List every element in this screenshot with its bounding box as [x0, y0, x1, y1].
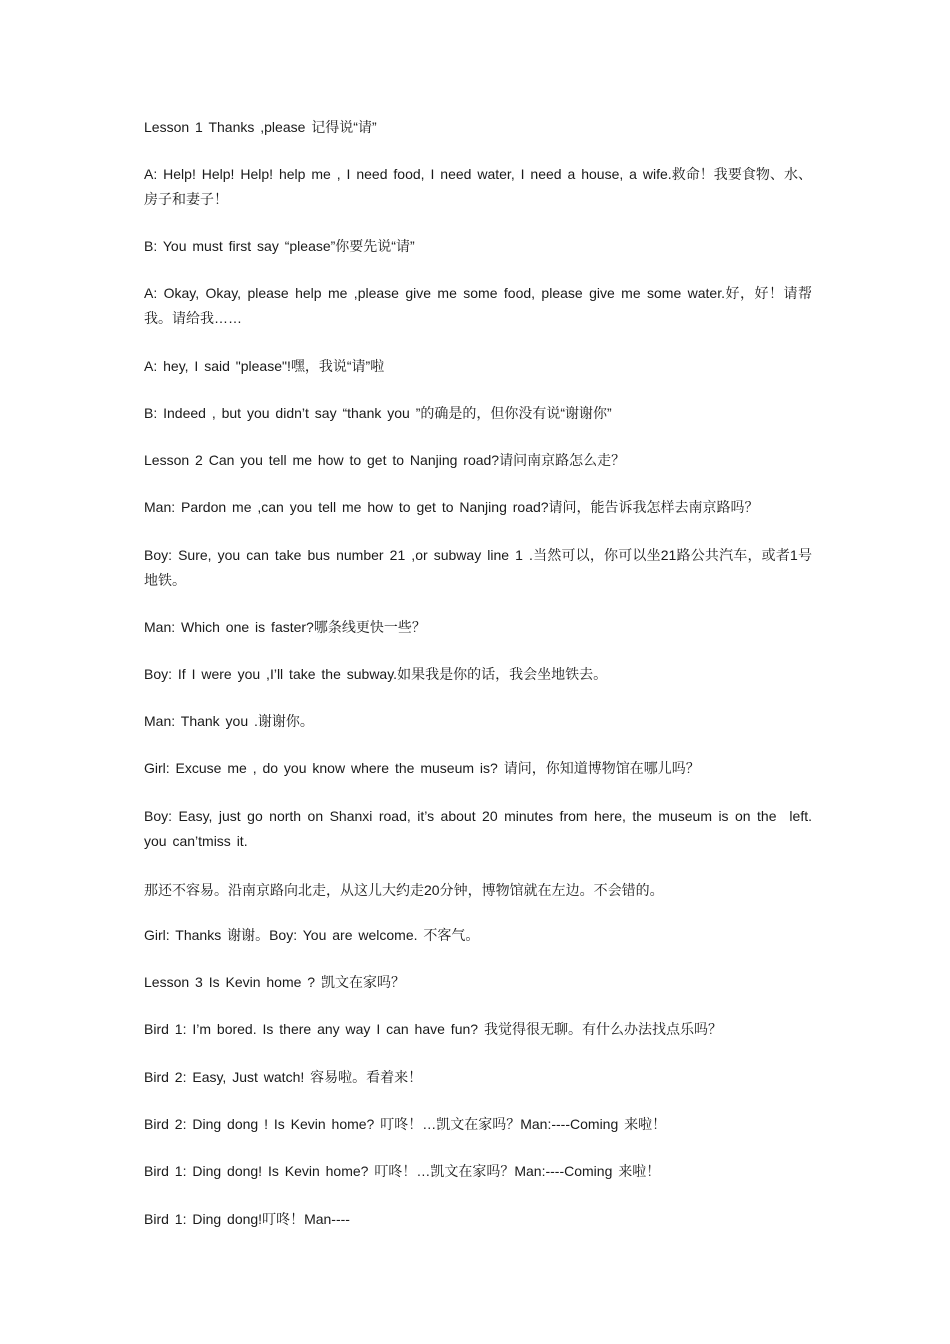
- paragraph: Boy: Sure, you can take bus number 21 ,or subway line 1 .当然可以，你可以坐21路公共汽车，或者1号地铁。: [144, 547, 812, 588]
- lesson-3-title: Lesson 3 Is Kevin home ? 凯文在家吗？: [144, 974, 405, 990]
- lesson-1-title: Lesson 1 Thanks ,please 记得说“请”: [144, 119, 377, 135]
- paragraph: Girl: Thanks 谢谢。Boy: You are welcome. 不客气。: [144, 927, 480, 943]
- paragraph: Bird 1: Ding dong! Is Kevin home? 叮咚！…凯文在家吗？Man:----Coming 来啦！: [144, 1163, 661, 1179]
- paragraph: 那还不容易。沿南京路向北走，从这儿大约走20分钟，博物馆就在左边。不会错的。: [144, 882, 664, 898]
- paragraph: Man: Thank you .谢谢你。: [144, 713, 314, 729]
- lesson-2-title: Lesson 2 Can you tell me how to get to Nanjing road?请问南京路怎么走？: [144, 452, 626, 468]
- paragraph: Man: Pardon me ,can you tell me how to get to Nanjing road?请问，能告诉我怎样去南京路吗？: [144, 499, 759, 515]
- paragraph: A: hey, I said "please"!嘿，我说“请”啦: [144, 358, 385, 374]
- paragraph: B: Indeed , but you didn’t say “thank you ”的确是的，但你没有说“谢谢你”: [144, 405, 612, 421]
- paragraph: Bird 2: Ding dong ! Is Kevin home? 叮咚！…凯文在家吗？Man:----Coming 来啦！: [144, 1116, 667, 1132]
- paragraph: A: Help! Help! Help! help me , I need food, I need water, I need a house, a wife.救命！我要食物、水、房子和妻子！: [144, 166, 812, 207]
- paragraph: Bird 1: I’m bored. Is there any way I can have fun? 我觉得很无聊。有什么办法找点乐吗？: [144, 1021, 722, 1037]
- paragraph: Bird 2: Easy, Just watch! 容易啦。看着来！: [144, 1069, 423, 1085]
- paragraph: B: You must first say “please”你要先说“请”: [144, 238, 415, 254]
- paragraph: Man: Which one is faster?哪条线更快一些？: [144, 619, 426, 635]
- paragraph: Bird 1: Ding dong!叮咚！Man----: [144, 1211, 350, 1227]
- paragraph: Boy: Easy, just go north on Shanxi road, it’s about 20 minutes from here, the museum is on the left. you can’tmiss it.: [144, 808, 818, 849]
- paragraph: Boy: If I were you ,I’ll take the subway.如果我是你的话，我会坐地铁去。: [144, 666, 608, 682]
- paragraph: Girl: Excuse me , do you know where the museum is? 请问，你知道博物馆在哪儿吗？: [144, 760, 700, 776]
- paragraph: A: Okay, Okay, please help me ,please give me some food, please give me some water.好，好！请帮我。请给我……: [144, 285, 812, 326]
